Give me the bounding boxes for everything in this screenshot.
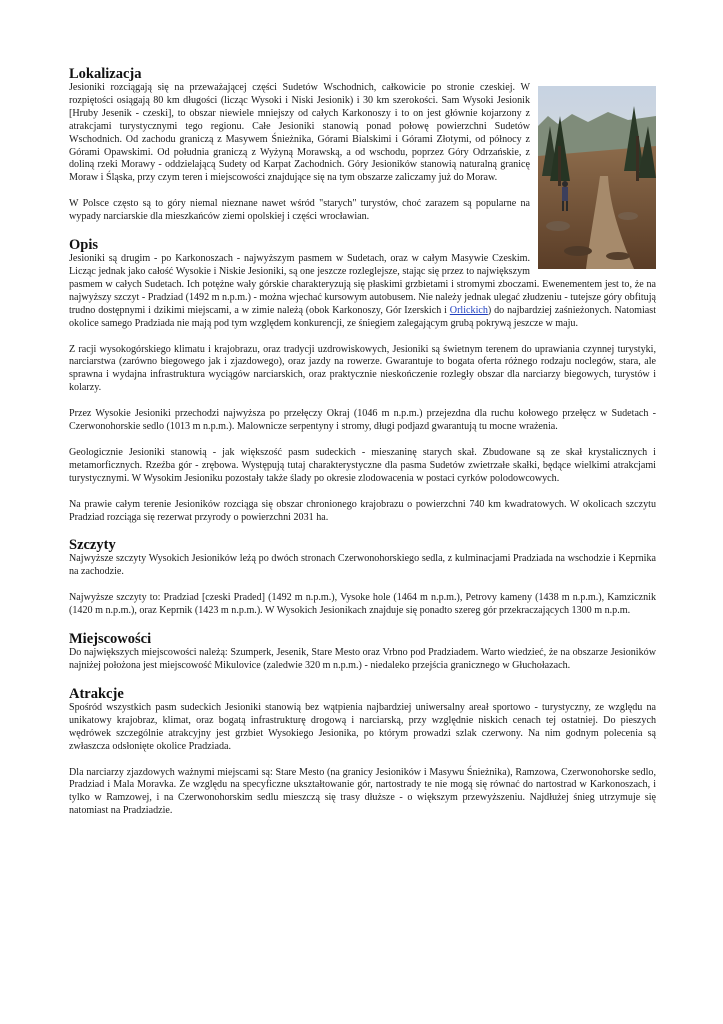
atrakcje-paragraph-1: Spośród wszystkich pasm sudeckich Jesioniki stanowią bez wątpienia najbardziej uniwersalny areał sportowo - turystyczny, ze względu na unikatowy krajobraz, klimat, oraz bogatą infrastrukturę drogową i narciarską, przy względnie niskich cenach tej ostatniej. Do pieszych wędrówek szczególnie atrakcyjny jest grzbiet Wysokiego Jesionika, po którym prowadzi szlak czerwony. Na nim godnym polecenia są zwłaszcza odsłonięte okolice Pradziada. — [69, 701, 656, 752]
opis-paragraph-3: Przez Wysokie Jesioniki przechodzi najwyższa po przełęczy Okraj (1046 m n.p.m.) przejezdna dla ruchu kołowego przełęcz w Sudetach - Czerwonohorskie sedlo (1013 m n.p.m.). Malownicze serpentyny i stromy, długi podjazd gwarantują tu mocne wrażenia. — [69, 408, 656, 433]
section-title-lokalizacja: Lokalizacja — [69, 66, 142, 82]
szczyty-paragraph-2: Najwyższe szczyty to: Pradziad [czeski Praded] (1492 m n.p.m.), Vysoke hole (1464 m n.p.m.), Petrovy kameny (1438 m n.p.m.), Kamzicznik (1420 m n.p.m.), oraz Keprnik (1423 m n.p.m.). W Wysokich Jesionikach znajduje się ponadto szereg gór przekraczających 1300 m n.p.m. — [69, 592, 656, 617]
opis-paragraph-2: Z racji wysokogórskiego klimatu i krajobrazu, oraz tradycji uzdrowiskowych, Jesioniki są świetnym terenem do uprawiania czynnej turystyki, narciarstwa (zarówno biegowego jak i zjazdowego), oraz jazdy na rowerze. Gwarantuje to bogata oferta różnego rodzaju noclegów, stara, ale sprawna i wydajna infrastruktura wyciągów narciarskich, oraz praktycznie nieskończenie rozległy obszar dla narciarzy biegowych, turystów i kolarzy. — [69, 343, 656, 394]
document-body — [69, 66, 656, 818]
opis-paragraph-5: Na prawie całym terenie Jesioników rozciąga się obszar chronionego krajobrazu o powierzchni 740 km kwadratowych. W okolicach szczytu Pradziad rozciąga się rezerwat przyrody o powierzchni 2031 ha. — [69, 498, 656, 523]
miejscowosci-paragraph-1: Do największych miejscowości należą: Szumperk, Jesenik, Stare Mesto oraz Vrbno pod Pradziadem. Warto wiedzieć, że na obszarze Jesioników najniżej położona jest miejscowość Mikulovice (zaledwie 320 m n.p.m.) - niedaleko przejścia granicznego w Głuchołazach. — [69, 647, 656, 671]
section-title-atrakcje: Atrakcje — [69, 685, 124, 702]
szczyty-paragraph-1: Najwyższe szczyty Wysokich Jesioników leżą po dwóch stronach Czerwonohorskiego sedla, z kulminacjami Pradziada na wschodzie i Keprnika na zachodzie. — [69, 553, 656, 578]
lokalizacja-paragraph-2: W Polsce często są to góry niemal nieznane nawet wśród "starych" turystów, choć zarazem są popularne na wypady narciarskie dla mieszkańców ziemi opolskiej i części wrocławian. — [69, 198, 530, 223]
atrakcje-paragraph-2: Dla narciarzy zjazdowych ważnymi miejscami są: Stare Mesto (na granicy Jesioników i Masywu Śnieżnika), Ramzowa, Czerwonohorske sedlo, Pradziad i Mala Moravka. Ze względu na specyficzne ukształtowanie gór, nartostrady te nie mogą się równać do nartostrad w Karkonoszach, i tylko w Ramzowej, i na Czerwonohorskim sedlu mieszczą się trasy dłuższe - o większym przewyższeniu. Najdłużej śnieg utrzymuje się natomiast na Pradziadzie. — [69, 766, 656, 817]
orlickie-link[interactable]: Orlickich — [449, 304, 488, 316]
opis-paragraph-4: Geologicznie Jesioniki stanowią - jak większość pasm sudeckich - mieszaninę starych skał. Zbudowane są ze skał krystalicznych i metamorficznych. Rzeźba gór - zrębowa. Występują tutaj charakterystyczne dla pasma Sudetów zwietrzałe skałki, będące wielkimi atrakcjami turystycznymi. W Wysokim Jesioniku pozostały także ślady po okresie zlodowacenia w postaci cyrków polodowcowych. — [69, 446, 656, 484]
section-title-szczyty: Szczyty — [69, 537, 116, 554]
mountain-trail-photo — [538, 86, 656, 269]
lokalizacja-paragraph-1: Jesioniki rozciągają się na przeważającej części Sudetów Wschodnich, całkowicie po stronie czeskiej. W rozpiętości osiągają 80 km długości (licząc Wysoki i Niski Jesionik) i 30 km szerokości. Sam Wysoki Jesionik [Hruby Jesenik - czeski], to obszar niewiele mniejszy od całych Karkonoszy i to on jest głównie kojarzony z atrakcjami turystycznymi tego regionu. Całe Jesioniki stanowią ponad połowę powierzchni Sudetów Wschodnich. Od zachodu graniczą z Masywem Śnieżnika, Górami Bialskimi i Górami Złotymi, od północy z Górami Opawskimi. Od południa graniczą z Wyżyną Morawską, a od wschodu, poprzez Góry Odrzańskie, z doliną rzeki Morawy - oddzielającą Sudety od Karpat Zachodnich. Góry Jesioników stanowią naturalną granicę Moraw i Śląska, przy czym teren i miejscowości znajdujące się na tym obszarze zaliczamy już do Moraw. — [69, 82, 530, 184]
section-title-opis: Opis — [69, 237, 99, 254]
opis-paragraph-1-text-a: Jesioniki są drugim - po Karkonoszach - najwyższym pasmem w Sudetach, oraz w całym Masywie Czeskim. Licząc jednak jako całość Wysokie i Niskie Jesioniki, są one jeszcze rozleglejsze, stając się przez to największym pasmem w całych Sudetach. Ich potężne wały górskie charakteryzują się płaskimi grzbietami i stromymi zboczami. Ewenementem jest to, że na najwyższy szczyt - Pradziad (1492 m n.p.m.) - można wjechać kursowym autobusem. Nie należy jednak ulegać złudzeniu - tutejsze góry obfitują trudno dostępnymi i dzikimi miejscami, a w zimie należą (obok Karkonoszy, Gór Izerskich i — [69, 253, 656, 316]
opis-paragraph-1-text-b: ) do najbardziej zaśnieżonych. Natomiast okolice samego Pradziada nie mają pod tym względem konkurencji, ze śniegiem zalegającym grubą pokrywą jeszcze w maju. — [69, 304, 657, 329]
section-title-miejscowosci: Miejscowości — [69, 631, 152, 648]
